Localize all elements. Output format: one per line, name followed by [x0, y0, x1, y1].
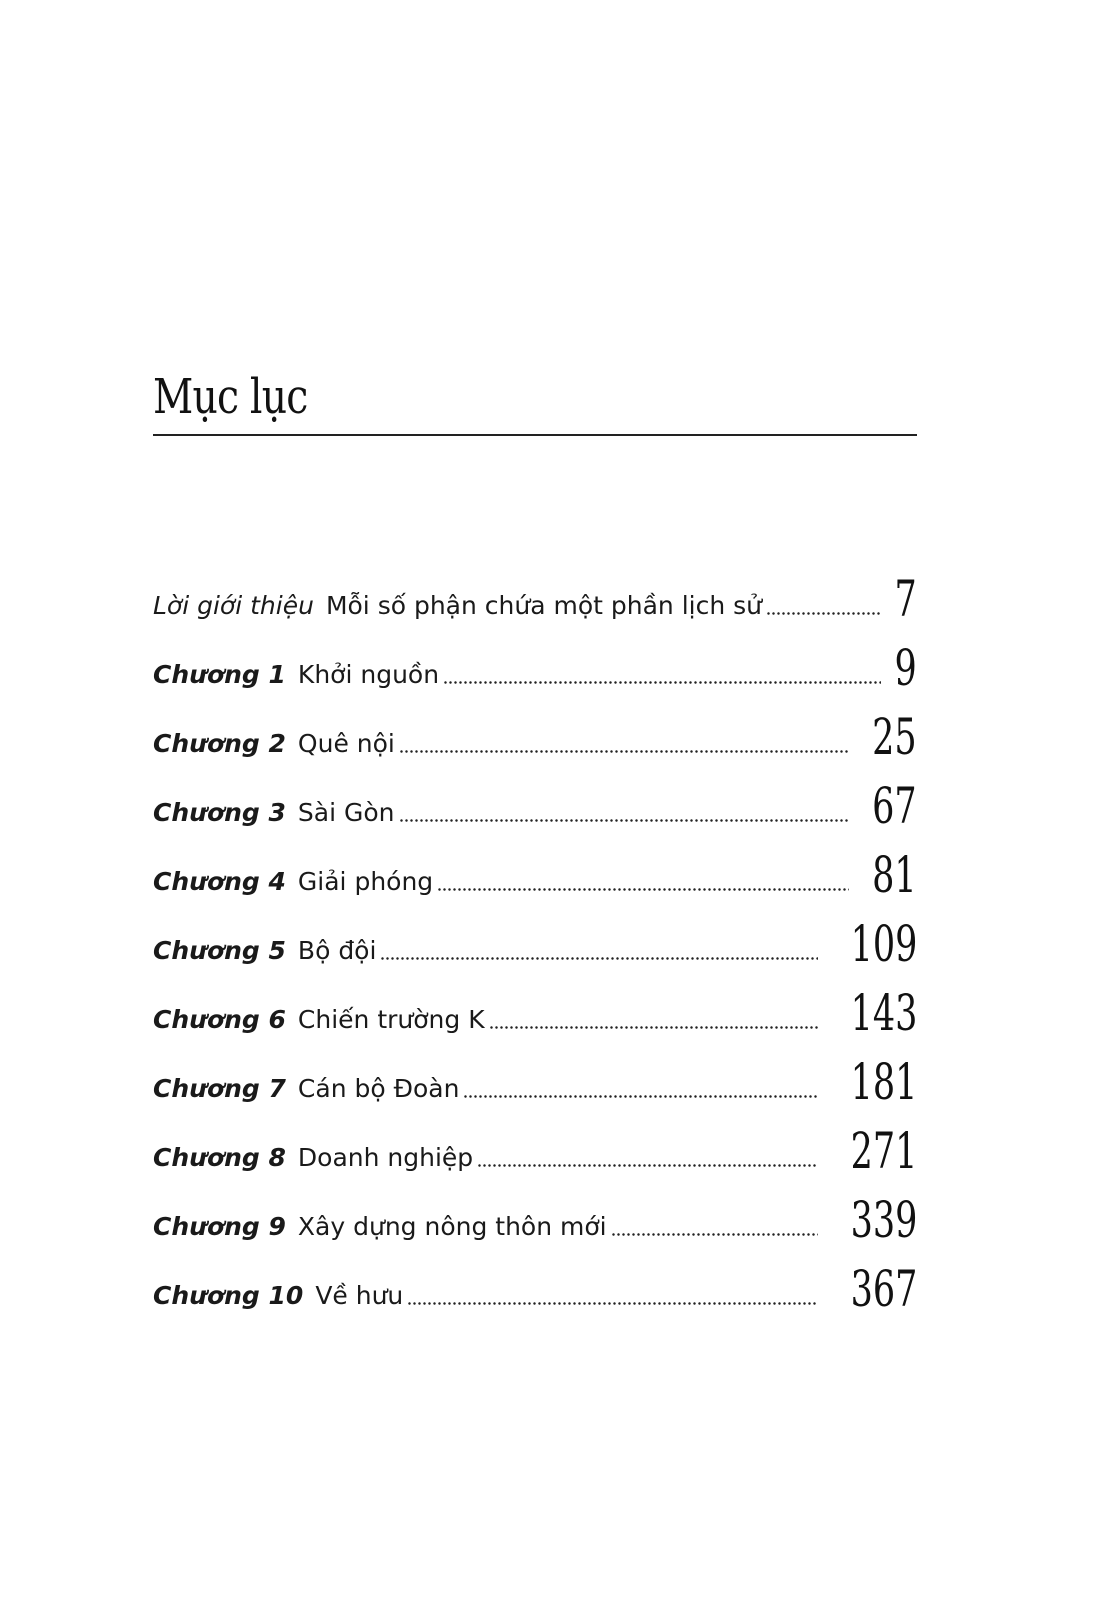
table-of-contents	[153, 360, 917, 1318]
dot-leader	[399, 750, 850, 753]
title-divider	[153, 434, 917, 436]
toc-entry-chapter-7[interactable]	[153, 1038, 917, 1111]
dot-leader	[463, 1095, 817, 1098]
toc-entry-label: Chương 9	[153, 1212, 286, 1241]
toc-entry-title: Về hưu	[315, 1281, 404, 1310]
toc-entry-page: 67	[872, 777, 917, 835]
toc-entry-chapter-9[interactable]	[153, 1176, 917, 1249]
toc-entry-label: Chương 6	[153, 1005, 286, 1034]
toc-entry-page: 339	[850, 1191, 917, 1249]
toc-entry-title: Mỗi số phận chứa một phần lịch sử	[325, 591, 763, 620]
dot-leader	[443, 681, 881, 684]
toc-entry-chapter-2[interactable]	[153, 693, 917, 766]
toc-entry-label: Chương 5	[153, 936, 286, 965]
dot-leader	[380, 957, 817, 960]
toc-entry-page: 81	[872, 846, 917, 904]
dot-leader	[399, 819, 850, 822]
toc-entry-page: 7	[894, 570, 917, 628]
toc-entry-title: Cán bộ Đoàn	[297, 1074, 460, 1103]
toc-entry-title: Chiến trường K	[297, 1005, 485, 1034]
toc-entry-chapter-4[interactable]	[153, 831, 917, 904]
toc-entry-label: Chương 7	[153, 1074, 286, 1103]
toc-entry-title: Xây dựng nông thôn mới	[297, 1212, 607, 1241]
toc-entry-title: Sài Gòn	[297, 798, 395, 827]
dot-leader	[437, 888, 849, 891]
toc-entry-chapter-3[interactable]	[153, 762, 917, 835]
toc-entry-page: 109	[850, 915, 917, 973]
toc-entry-title: Giải phóng	[297, 867, 434, 896]
toc-entry-title: Quê nội	[297, 729, 395, 758]
toc-entry-chapter-6[interactable]	[153, 969, 917, 1042]
dot-leader	[489, 1026, 818, 1029]
toc-entry-page: 25	[872, 708, 917, 766]
toc-entry-title: Khởi nguồn	[297, 660, 440, 689]
toc-entry-page: 271	[850, 1122, 917, 1180]
toc-entry-title: Doanh nghiệp	[297, 1143, 474, 1172]
page-title: Mục lục	[153, 369, 308, 425]
toc-entry-intro[interactable]	[153, 555, 917, 628]
toc-entry-label: Chương 2	[153, 729, 286, 758]
toc-entry-chapter-8[interactable]	[153, 1107, 917, 1180]
toc-entry-chapter-1[interactable]	[153, 624, 917, 697]
toc-entry-label: Chương 8	[153, 1143, 286, 1172]
dot-leader	[477, 1164, 817, 1167]
toc-entry-page: 367	[850, 1260, 917, 1318]
toc-entry-label: Chương 3	[153, 798, 286, 827]
toc-entry-page: 181	[850, 1053, 917, 1111]
toc-entry-label: Chương 1	[153, 660, 286, 689]
toc-list	[153, 555, 917, 1318]
toc-entry-label: Chương 4	[153, 867, 286, 896]
dot-leader	[766, 612, 881, 615]
toc-entry-page: 9	[894, 639, 917, 697]
dot-leader	[407, 1302, 817, 1305]
toc-entry-page: 143	[850, 984, 917, 1042]
toc-entry-chapter-5[interactable]	[153, 900, 917, 973]
toc-entry-label: Lời giới thiệu	[153, 591, 314, 620]
dot-leader	[611, 1233, 818, 1236]
toc-entry-label: Chương 10	[153, 1281, 304, 1310]
toc-entry-title: Bộ đội	[297, 936, 377, 965]
toc-entry-chapter-10[interactable]	[153, 1245, 917, 1318]
